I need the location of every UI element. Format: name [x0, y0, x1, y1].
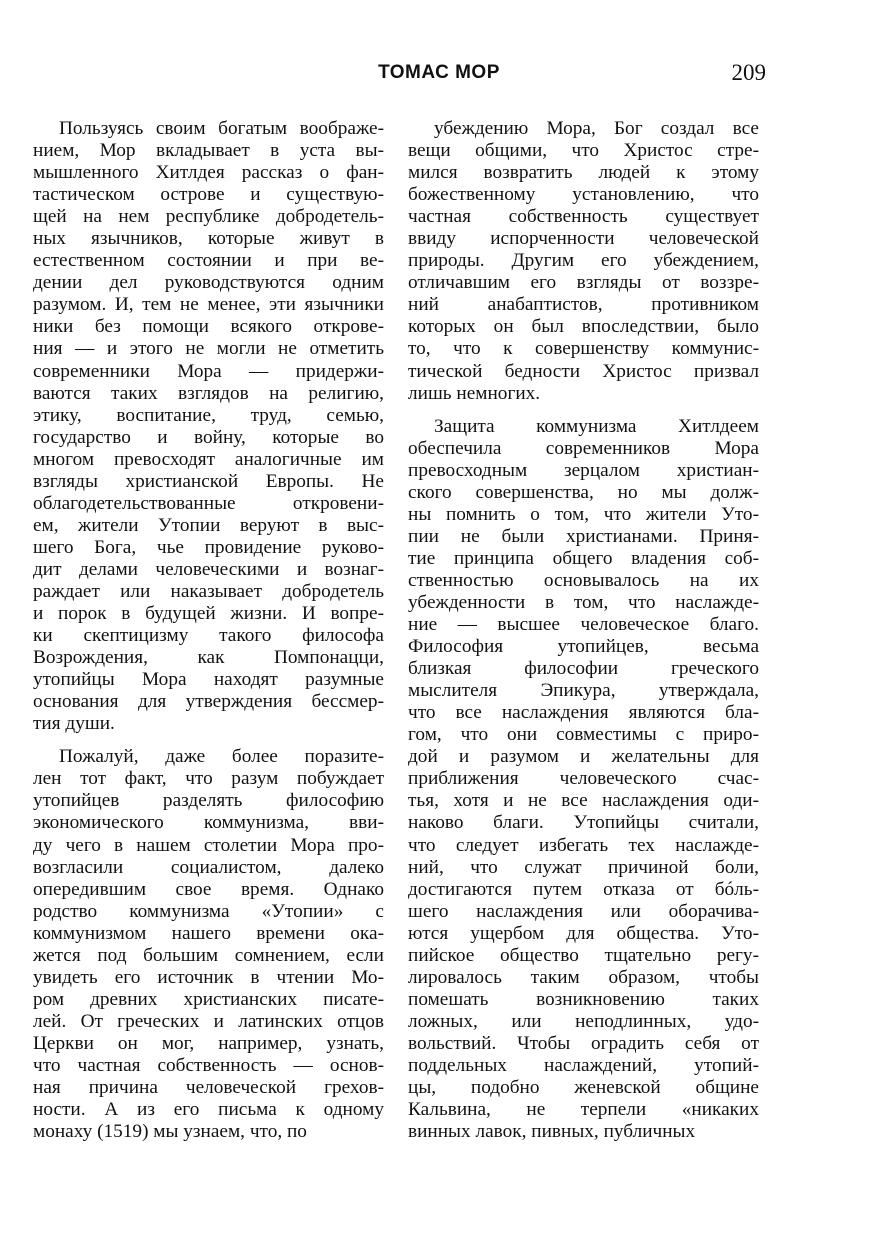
- text-line: приближения человеческого счас-: [408, 768, 759, 790]
- text-line: лировалось таким образом, чтобы: [408, 966, 759, 988]
- text-line: ки скептицизму такого философа: [33, 625, 384, 647]
- text-line: этику, воспитание, труд, семью,: [33, 404, 384, 426]
- text-line: ности. А из его письма к одному: [33, 1099, 384, 1121]
- text-line: Кальвина, не терпели «никаких: [408, 1099, 759, 1121]
- text-line: тия души.: [33, 713, 115, 735]
- text-line: ем, жители Утопии веруют в выс-: [33, 514, 384, 536]
- text-line: тической бедности Христос призвал: [408, 360, 759, 382]
- text-line: ний, что служат причиной боли,: [408, 856, 759, 878]
- text-line: жется под большим сомнением, если: [33, 944, 384, 966]
- text-line: лен тот факт, что разум побуждает: [33, 768, 384, 790]
- text-line: коммунизмом нашего времени ока-: [33, 922, 384, 944]
- right-text-column: [408, 118, 759, 1143]
- text-line: вещи общими, что Христос стре-: [408, 140, 759, 162]
- text-line: Защита коммунизма Хитлдеем: [434, 415, 759, 437]
- text-line: ние — высшее человеческое благо.: [408, 614, 759, 636]
- text-line: ных язычников, которые живут в: [33, 228, 384, 250]
- paragraph: [408, 118, 759, 405]
- text-line: наково благи. Утопийцы считали,: [408, 812, 759, 834]
- paragraph-gap: [408, 405, 759, 416]
- text-line: многом превосходят аналогичные им: [33, 448, 384, 470]
- text-line: убежденности в том, что наслажде-: [408, 591, 759, 613]
- text-line: ния — и этого не могли не отметить: [33, 338, 384, 360]
- text-line: превосходным зерцалом христиан-: [408, 459, 759, 481]
- text-line: поддельных наслаждений, утопий-: [408, 1054, 759, 1076]
- text-line: утопийцы Мора находят разумные: [33, 669, 384, 691]
- text-line: то, что к совершенству коммунис-: [408, 338, 759, 360]
- paragraph: [33, 118, 384, 735]
- text-line: частная собственность существует: [408, 206, 759, 228]
- text-line: монаху (1519) мы узнаем, что, по: [33, 1121, 307, 1143]
- text-line: основания для утверждения бессмер-: [33, 691, 384, 713]
- text-line: Возрождения, как Помпонацци,: [33, 647, 384, 669]
- text-line: ются ущербом для общества. Уто-: [408, 922, 759, 944]
- text-line: что все наслаждения являются бла-: [408, 702, 759, 724]
- text-line: нием, Мор вкладывает в уста вы-: [33, 140, 384, 162]
- text-line: что следует избегать тех наслажде-: [408, 834, 759, 856]
- text-line: дении дел руководствуются одним: [33, 272, 384, 294]
- text-line: ду чего в нашем столетии Мора про-: [33, 834, 384, 856]
- text-line: ложных, или неподлинных, удо-: [408, 1010, 759, 1032]
- text-line: взгляды христианской Европы. Не: [33, 470, 384, 492]
- text-line: раждает или наказывает добродетель: [33, 580, 384, 602]
- text-line: винных лавок, пивных, публичных: [408, 1121, 696, 1143]
- text-line: ввиду испорченности человеческой: [408, 228, 759, 250]
- text-line: обеспечила современников Мора: [408, 437, 759, 459]
- text-line: естественном состоянии и при ве-: [33, 250, 384, 272]
- text-line: возгласили социалистом, далеко: [33, 856, 384, 878]
- text-line: Пользуясь своим богатым воображе-: [59, 118, 384, 139]
- text-line: пии не были христианами. Приня-: [408, 525, 759, 547]
- text-line: мыслителя Эпикура, утверждала,: [408, 680, 759, 702]
- text-line: экономического коммунизма, вви-: [33, 812, 384, 834]
- text-line: щей на нем республике добродетель-: [33, 206, 384, 228]
- text-line: ники без помощи всякого открове-: [33, 316, 384, 338]
- text-line: достигаются путем отказа от бóль-: [408, 878, 759, 900]
- text-line: тья, хотя и не все наслаждения оди-: [408, 790, 759, 812]
- text-line: которых он был впоследствии, было: [408, 316, 759, 338]
- text-line: дит делами человеческими и вознаг-: [33, 558, 384, 580]
- text-line: ственностью основывалось на их: [408, 569, 759, 591]
- text-line: увидеть его источник в чтении Мо-: [33, 966, 384, 988]
- text-line: мился возвратить людей к этому: [408, 162, 759, 184]
- text-line: лишь немногих.: [408, 382, 541, 404]
- text-line: и порок в будущей жизни. И вопре-: [33, 603, 384, 625]
- text-line: тие принципа общего владения соб-: [408, 547, 759, 569]
- text-line: облагодетельствованные откровени-: [33, 492, 384, 514]
- text-line: Философия утопийцев, весьма: [408, 636, 759, 658]
- text-line: ром древних христианских писате-: [33, 988, 384, 1010]
- text-line: ний анабаптистов, противником: [408, 294, 759, 316]
- text-line: вольствий. Чтобы оградить себя от: [408, 1032, 759, 1054]
- text-line: ная причина человеческой грехов-: [33, 1077, 384, 1099]
- text-line: убеждению Мора, Бог создал все: [434, 118, 759, 139]
- text-line: что частная собственность — основ-: [33, 1054, 384, 1076]
- text-line: Пожалуй, даже более поразите-: [59, 746, 384, 768]
- page-number: 209: [731, 60, 766, 85]
- text-line: природы. Другим его убеждением,: [408, 250, 759, 272]
- text-line: опередившим свое время. Однако: [33, 878, 384, 900]
- text-line: разумом. И, тем не менее, эти язычники: [33, 294, 384, 316]
- text-line: ваются таких взглядов на религию,: [33, 382, 384, 404]
- running-header-title: ТОМАС МОР: [378, 62, 500, 83]
- text-line: отличавшим его взгляды от воззре-: [408, 272, 759, 294]
- text-line: тастическом острове и существую-: [33, 184, 384, 206]
- text-line: мышленного Хитлдея рассказ о фан-: [33, 162, 384, 184]
- text-line: лей. От греческих и латинских отцов: [33, 1010, 384, 1032]
- text-line: дой и разумом и желательны для: [408, 746, 759, 768]
- text-line: современники Мора — придержи-: [33, 360, 384, 382]
- text-line: шего наслаждения или оборачива-: [408, 900, 759, 922]
- text-line: цы, подобно женевской общине: [408, 1077, 759, 1099]
- text-line: близкая философии греческого: [408, 658, 759, 680]
- text-line: утопийцев разделять философию: [33, 790, 384, 812]
- text-line: государство и войну, которые во: [33, 426, 384, 448]
- text-line: ны помнить о том, что жители Уто-: [408, 503, 759, 525]
- text-line: пийское общество тщательно регу-: [408, 944, 759, 966]
- text-line: Церкви он мог, например, узнать,: [33, 1032, 384, 1054]
- text-line: шего Бога, чье провидение руково-: [33, 536, 384, 558]
- paragraph: [408, 416, 759, 1144]
- text-line: божественному установлению, что: [408, 184, 759, 206]
- paragraph: [33, 746, 384, 1143]
- text-line: родство коммунизма «Утопии» с: [33, 900, 384, 922]
- text-line: гом, что они совместимы с приро-: [408, 724, 759, 746]
- text-line: ского совершенства, но мы долж-: [408, 481, 759, 503]
- paragraph-gap: [33, 735, 384, 746]
- text-line: помешать возникновению таких: [408, 988, 759, 1010]
- left-text-column: [33, 118, 384, 1143]
